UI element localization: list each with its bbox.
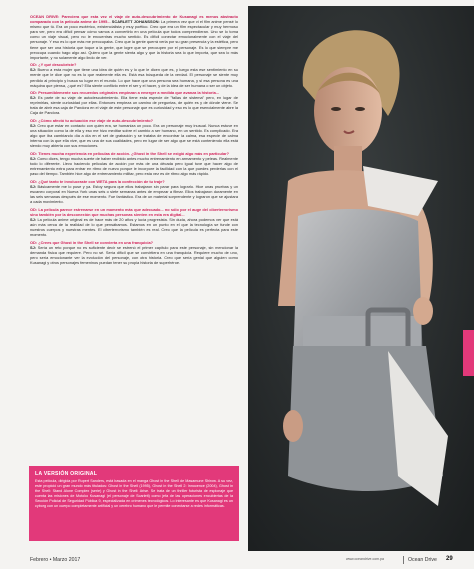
page-number: 29 [446, 556, 453, 562]
answer-text: Bueno a esta mujer que tiene una idea de quién es y lo que le dicen que es, y luego esta ese sentimiento en su mente que le dice que no es lo que realmente ella es. Está esa búsqueda de la verdad. El personaje se siente muy perdido al principio y busca su lugar en el mundo. Lo que hace que una persona sea humana, y si esa persona es una máquina que piensa, ¿qué es? Ella siente conflicto entre el ser y el hacer, y de la idea de ser humana o ser un objeto. [30, 67, 238, 88]
paragraph-2 [30, 62, 238, 87]
speaker-label: SJ: [30, 123, 37, 129]
answer-text: La película anime original es de hace más de 20 años y lucía progresista. Sin duda, ahora podemos ver que está aún más cerca de la realidad de lo que pensábamos. Estamos en un punto en el que la tecnología se funde con nuestros cuerpos y nuestras mentes. El ciberterrorismo también es real. Creo que la película es perfecta para este momento. [30, 216, 238, 238]
sidebar-title: LA VERSIÓN ORIGINAL [35, 471, 98, 477]
portrait-photo [248, 6, 474, 551]
speaker-label: SJ: [30, 95, 37, 101]
page-footer [0, 552, 474, 569]
interview-question: OD: ¿Qué tanto te involucraste con WETA para la confección de tu traje? [30, 178, 165, 184]
paragraph-7 [30, 207, 238, 238]
answer-text: La primera vez que vi el film anime pensé lo mismo que tú. Era un poco esotérico, existencialista y muy poético. Creo que era un film espectacular y muy hermoso para ver, pero era difícil pensar cómo vamos a convertirlo en una película que todos comprendieran. Uno se lo toma como un viaje visual, pero no le encuentras mucho sentido. Es difícil conectar emocionalmente con el viaje del personaje. Y eso es lo que más me preocupaba. Creo que la gente querrá verla por su gran presencia y la estética, pero tiene que ser una historia que toque a la gente, que logre que se preocupen por el personaje. Es lo que siempre me preocupa cuando hago algo así. Quiero que la gente sienta algo y que la historia sea lo que importa, que sea lo más importante, y no solamente algo lindo de ver. [30, 19, 238, 60]
sidebar-text: Esta película, dirigida por Rupert Sanders, está basada en el manga Ghost in the Shell de Masamune Shirow. A su vez, este propició un gran mundo más titulados: Ghost in the Shell (1995), Ghost in the Shell 2: Innocence (2004), Ghost in the Shell: Stand Alone Complex (serie) y Ghost in the Shell: Arise. Se trata de un thriller futurista de espionaje que cuenta las misiones de Motoko Kusanagi (el personaje de Scarlett) como jefa de las operaciones encubiertas de la Sección Policial de Seguridad Pública 9, especializada en crímenes tecnológicos. Lo interesante es que Kusanagi es un cyborg con un cuerpo completamente artificial y un cerebro humano que le permite conectarse a redes informáticas. [35, 479, 233, 508]
paragraph-4 [30, 118, 238, 149]
issue-date: Febrero • Marzo 2017 [30, 557, 81, 563]
paragraph-3 [30, 90, 238, 115]
paragraph-8 [30, 240, 238, 265]
article-column [30, 14, 238, 446]
portrait-illustration [248, 6, 474, 551]
speaker-label: SJ: [30, 156, 37, 161]
paragraph-6 [30, 179, 238, 204]
speaker-label: SJ: [30, 216, 37, 222]
answer-text: Como dices, tengo mucha suerte de haber recibido antes mucho entrenamiento en armamento y peleas. Realmente todo lo diferente. Llevo haciendo películas de acción por más de una década pero igual tuve que hacer algo de entrenamiento extra para entrar en ritmo de nuevo porque le incorpore la facilidad con la que puedes perderlas con el paso del tiempo. También hice algo de entrenamiento militar, pero esta vez es de ritmo algo más rápido. [30, 156, 238, 177]
answer-text: Básicamente me lo puse y ya. Estoy segura que ellos trabajaron sin parar para lograrlo. Hice unas pruebas y un escaneo corporal en Nueva York unas seis o siete semanas antes de empezar a filmar. Ellos trabajaron duramente en las seis semanas después de ese momento. Fue fantástico. Era de un material sorprendente y lograron que se ajustara a cada movimiento. [30, 183, 238, 205]
interview-question: OD: La película parece estrenarse en un momento más que adecuado... no sólo por el auge del ciberterrorismo sino también por la desconexión que muchas personas sienten en esta era digital... [30, 206, 238, 217]
interview-question: OD: ¿Cómo afectó tu actuación ese viaje de auto-descubrimiento? [30, 117, 154, 123]
footer-divider [403, 556, 404, 564]
side-accent-bar [463, 330, 474, 376]
speaker-label: SJ: [30, 183, 37, 189]
interview-question: OD: ¿Crees que Ghost in the Shell se convierta en una franquicia? [30, 239, 154, 245]
speaker-label: SCARLETT JOHANSSON: [111, 19, 160, 25]
answer-text: Sería un reto porque no es suficiente decir se estrenó el primer capítulo para este personaje, sin mencionar la demanda física que requiere. Pero no sé. Sería difícil que se convirtiera en una franquicia. Requiere mucho de uno, pero sería emocionante ver la evolución del personaje, con otra historia. Creo que sería genial que alguien como Kusanagi y otros personajes femeninos puedan tener su propia historia de superhéroe. [30, 244, 238, 265]
paragraph-5 [30, 151, 238, 176]
answer-text: Creo que estar en contacto con quien era, se humaniza un poco. Era un personaje muy inusual. Nunca estuve en una situación como la de ella y eso me hizo meditar sobre el cambio a ser humano, en un sentido. Es complicado. Era algo que iba cambiando día a día en el set de grabación y se trataba de encontrar la calma, esa especie de calma interna con la que ella vive, que es una de sus cualidades, pero en lugar de ser algo que se está conteniendo ella está siendo muy abierta con sus emociones. [30, 123, 238, 149]
interview-question: OD: Presumiblemente sus recuerdos originales empiezan a emerger a medida que avanza la historia... [30, 90, 219, 96]
interview-question: OD: ¿Y qué descubriste? [30, 62, 77, 68]
interview-question: OD: Tienes mucha experiencia en películas de acción. ¿Ghost in the Shell se exigió algo más en particular? [30, 150, 230, 156]
lead-question: OCEAN DRIVE: Pareciera que esta vez el viaje de auto-descubrimiento de Kusanagi es menos abstracto comparado con la película anime de 1995... [30, 14, 238, 25]
answer-text: Es parte de su viaje de autodescubrimiento. Ella tiene esta especie de "fallas de sistema" pero, en lugar de reprimirlas, siente curiosidad por ellas. Entonces empieza un camino de preguntas, de quién es y de dónde viene. Se trata de abrir esa caja de Pandora en el viaje de este personaje que es curiosidad y eso es lo que esencialmente abre la Caja de Pandora. [30, 95, 238, 116]
magazine-name: Ocean Drive [408, 557, 437, 563]
speaker-label: SJ: [30, 244, 37, 250]
speaker-label: SJ: [30, 67, 37, 73]
sidebar-box [29, 466, 239, 541]
website-url: www.oceandrive.com.pa [346, 557, 384, 561]
paragraph-1 [30, 14, 238, 60]
